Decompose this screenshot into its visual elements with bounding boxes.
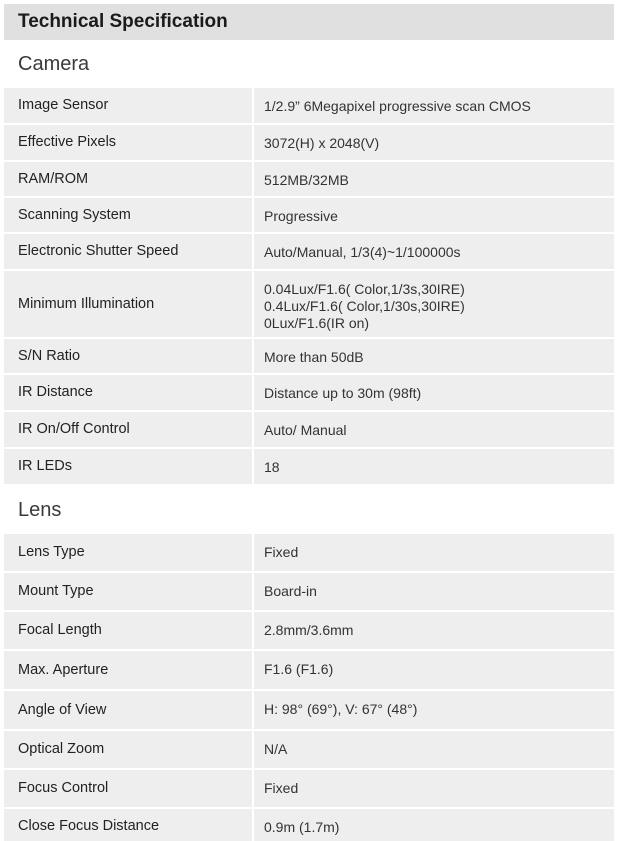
spec-label: Angle of View — [4, 691, 252, 729]
spec-value-line: 0.4Lux/F1.6( Color,1/30s,30IRE) — [264, 298, 465, 314]
spec-label: IR LEDs — [4, 449, 252, 484]
spec-value-line: Auto/Manual, 1/3(4)~1/100000s — [264, 244, 461, 260]
spec-value — [254, 612, 614, 649]
spec-value-line: Board-in — [264, 583, 317, 599]
spec-row — [4, 691, 614, 729]
spec-label: Image Sensor — [4, 88, 252, 123]
spec-row — [4, 339, 614, 373]
section-heading: Lens — [18, 498, 62, 521]
spec-value-line: 0.04Lux/F1.6( Color,1/3s,30IRE) — [264, 281, 465, 297]
spec-value-line: More than 50dB — [264, 349, 364, 365]
spec-value — [254, 809, 614, 841]
spec-value-line: Progressive — [264, 208, 338, 224]
spec-value — [254, 375, 614, 410]
spec-value — [254, 651, 614, 689]
spec-value — [254, 339, 614, 373]
spec-label: Optical Zoom — [4, 731, 252, 768]
spec-label: Scanning System — [4, 198, 252, 232]
spec-value-line: 512MB/32MB — [264, 172, 349, 188]
spec-value — [254, 770, 614, 807]
spec-value-line: 3072(H) x 2048(V) — [264, 135, 380, 151]
spec-label: Mount Type — [4, 573, 252, 610]
spec-row — [4, 809, 614, 841]
spec-label: Focus Control — [4, 770, 252, 807]
spec-value — [254, 125, 614, 160]
spec-row — [4, 375, 614, 410]
spec-value — [254, 731, 614, 768]
spec-value — [254, 534, 614, 571]
spec-row — [4, 412, 614, 447]
page-title: Technical Specification — [4, 4, 614, 40]
spec-label: Focal Length — [4, 612, 252, 649]
spec-value-line: 18 — [264, 459, 280, 475]
spec-label: S/N Ratio — [4, 339, 252, 373]
spec-value — [254, 691, 614, 729]
spec-sections — [4, 40, 614, 841]
spec-sheet — [4, 4, 614, 841]
spec-label: Close Focus Distance — [4, 809, 252, 841]
spec-row — [4, 770, 614, 807]
spec-value-line: 1/2.9” 6Megapixel progressive scan CMOS — [264, 98, 531, 114]
spec-label: Minimum Illumination — [4, 271, 252, 337]
spec-label: RAM/ROM — [4, 162, 252, 196]
spec-row — [4, 449, 614, 484]
spec-value-line: 2.8mm/3.6mm — [264, 622, 354, 638]
spec-row — [4, 162, 614, 196]
spec-value-line: N/A — [264, 741, 288, 757]
spec-value — [254, 271, 614, 337]
spec-value-line: H: 98° (69°), V: 67° (48°) — [264, 701, 418, 717]
spec-value — [254, 573, 614, 610]
spec-row — [4, 271, 614, 337]
spec-value — [254, 234, 614, 269]
spec-label: Effective Pixels — [4, 125, 252, 160]
spec-row — [4, 234, 614, 269]
spec-value-line: Auto/ Manual — [264, 422, 347, 438]
spec-value-line: F1.6 (F1.6) — [264, 661, 334, 677]
spec-value — [254, 412, 614, 447]
spec-value — [254, 88, 614, 123]
spec-row — [4, 731, 614, 768]
spec-value-line: 0Lux/F1.6(IR on) — [264, 315, 370, 331]
spec-value — [254, 198, 614, 232]
spec-row — [4, 534, 614, 571]
spec-value-line: 0.9m (1.7m) — [264, 819, 340, 835]
spec-value-line: Fixed — [264, 544, 299, 560]
spec-value-line: Fixed — [264, 780, 299, 796]
section-heading: Camera — [18, 52, 90, 75]
spec-label: Lens Type — [4, 534, 252, 571]
spec-row — [4, 573, 614, 610]
spec-row — [4, 125, 614, 160]
spec-label: IR On/Off Control — [4, 412, 252, 447]
spec-label: IR Distance — [4, 375, 252, 410]
spec-row — [4, 612, 614, 649]
spec-row — [4, 198, 614, 232]
spec-value-line: Distance up to 30m (98ft) — [264, 385, 422, 401]
spec-value — [254, 162, 614, 196]
spec-row — [4, 88, 614, 123]
spec-value — [254, 449, 614, 484]
spec-label: Max. Aperture — [4, 651, 252, 689]
spec-label: Electronic Shutter Speed — [4, 234, 252, 269]
spec-row — [4, 651, 614, 689]
